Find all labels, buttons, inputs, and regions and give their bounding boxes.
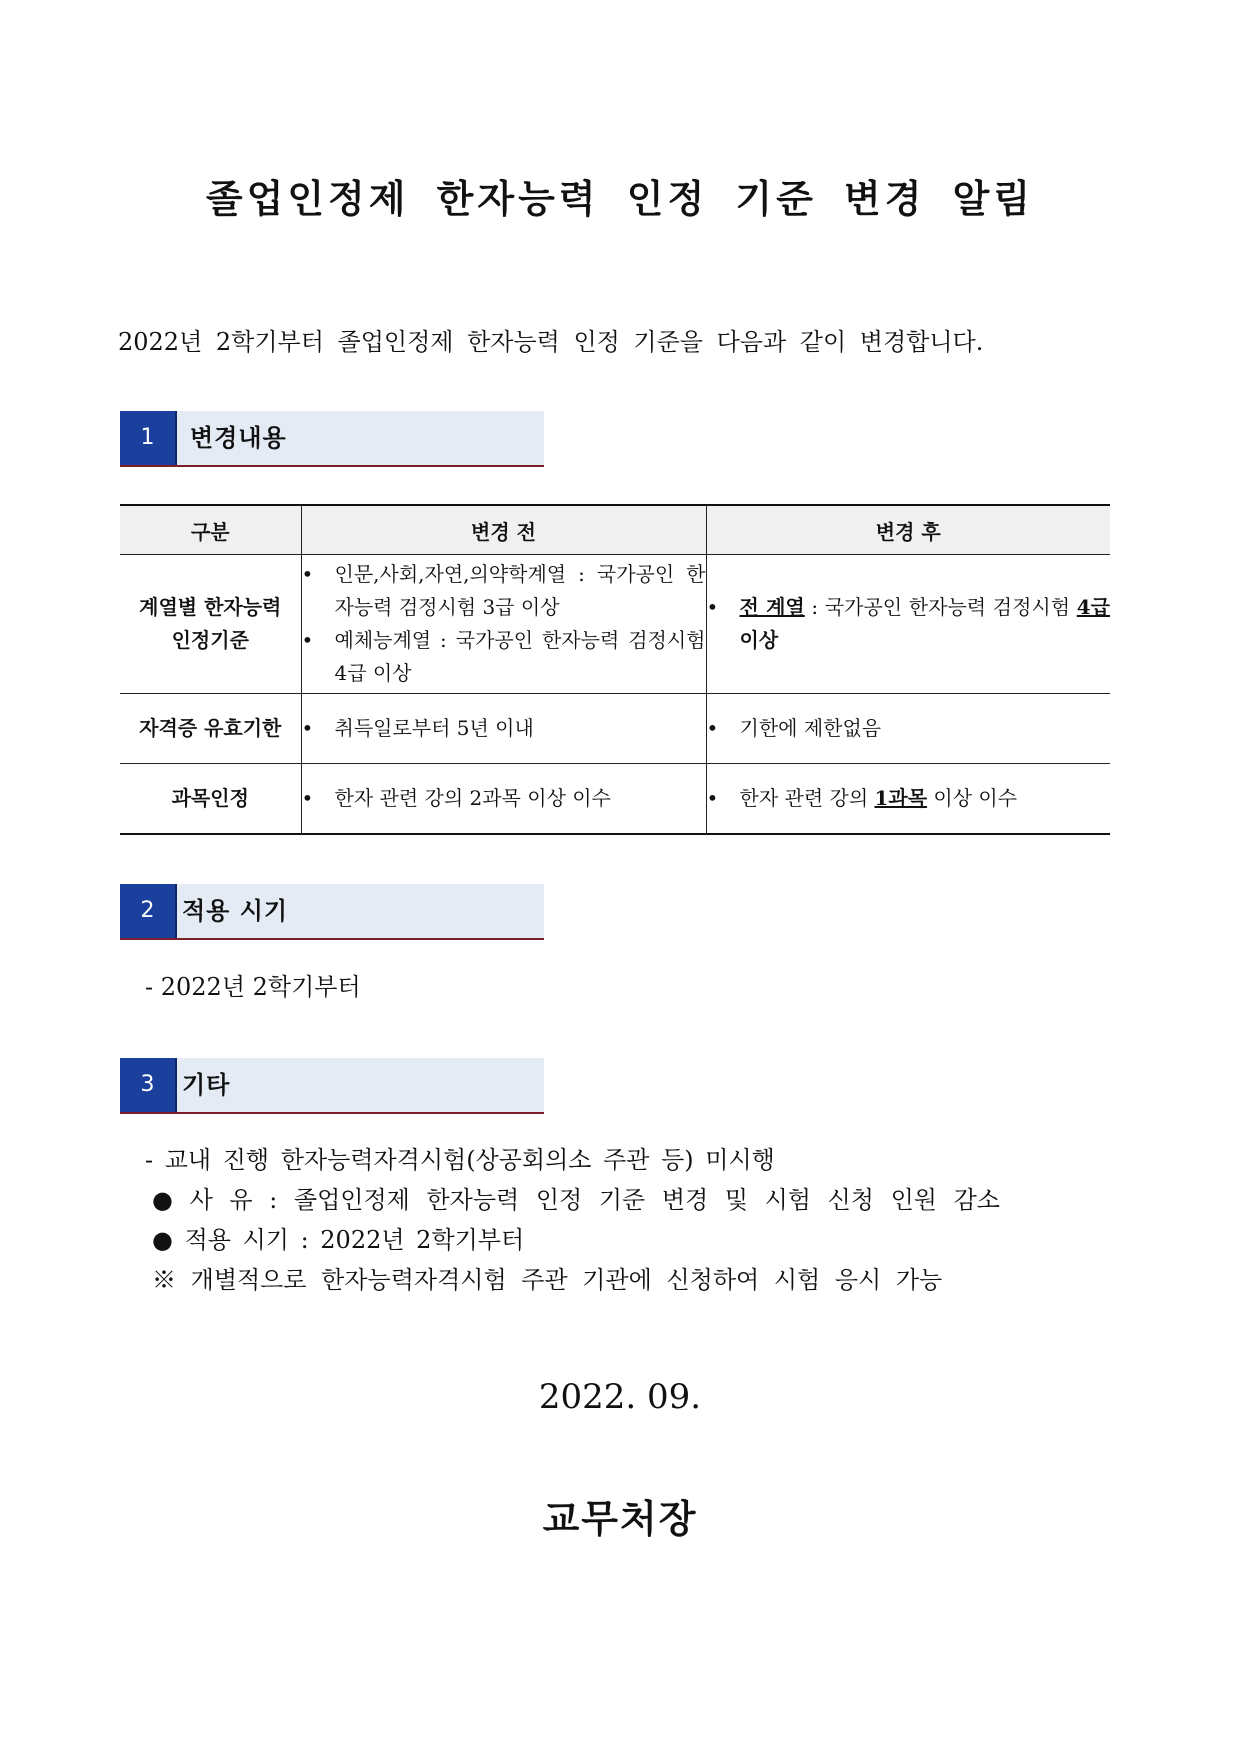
after-highlight: 1과목	[874, 785, 928, 810]
header-category: 구분	[120, 505, 301, 555]
after-item: • 기한에 제한없음	[707, 712, 1111, 745]
section-3-line2: ● 사 유 : 졸업인정제 한자능력 인정 기준 변경 및 시험 신청 인원 감소	[152, 1186, 1000, 1214]
intro-text: 2022년 2학기부터 졸업인정제 한자능력 인정 기준을 다음과 같이 변경합니다.	[118, 328, 984, 356]
row-category-line1: 계열별 한자능력	[139, 595, 282, 619]
section-3-header	[120, 1058, 544, 1114]
criteria-table	[120, 504, 1110, 835]
row-before-cell	[301, 694, 706, 764]
table-header-row	[120, 505, 1110, 555]
row-after-cell	[706, 555, 1110, 694]
section-3-label: 기타	[182, 1070, 231, 1099]
before-item: • 인문,사회,자연,의약학계열 : 국가공인 한자능력 검정시험 3급 이상	[302, 558, 706, 624]
section-3-line3: ● 적용 시기 : 2022년 2학기부터	[152, 1226, 525, 1254]
section-1-label: 변경내용	[190, 423, 287, 452]
row-before-cell	[301, 555, 706, 694]
header-after: 변경 후	[706, 505, 1110, 555]
section-3-number: 3	[120, 1058, 177, 1112]
after-highlight: 전 계열	[739, 595, 805, 619]
row-category: 자격증 유효기한	[120, 694, 301, 764]
section-3-line4: ※ 개별적으로 한자능력자격시험 주관 기관에 신청하여 시험 응시 가능	[152, 1266, 943, 1294]
row-category: 과목인정	[120, 764, 301, 834]
row-after-cell	[706, 694, 1110, 764]
before-item: • 취득일로부터 5년 이내	[302, 712, 706, 745]
before-item: • 한자 관련 강의 2과목 이상 이수	[302, 782, 706, 815]
section-2-number: 2	[120, 884, 177, 938]
after-text: : 국가공인 한자능력 검정시험	[804, 595, 1077, 619]
signature: 교무처장	[542, 1496, 698, 1541]
table-row	[120, 764, 1110, 834]
table-row	[120, 694, 1110, 764]
table-row	[120, 555, 1110, 694]
after-suffix: 이상	[739, 628, 779, 652]
row-after-cell	[706, 764, 1110, 834]
row-category	[120, 555, 301, 694]
after-text: 한자 관련 강의	[739, 785, 875, 810]
after-item	[707, 782, 1111, 815]
after-suffix: 이상 이수	[927, 785, 1018, 810]
document-date: 2022. 09.	[538, 1377, 702, 1417]
section-2-label: 적용 시기	[182, 896, 289, 925]
page-title: 졸업인정제 한자능력 인정 기준 변경 알림	[205, 176, 1035, 221]
row-before-cell	[301, 764, 706, 834]
section-1-number: 1	[120, 411, 177, 465]
section-1-header	[120, 411, 544, 467]
section-2-text: - 2022년 2학기부터	[145, 973, 361, 1001]
section-2-header	[120, 884, 544, 940]
section-3-line1: - 교내 진행 한자능력자격시험(상공회의소 주관 등) 미시행	[145, 1146, 775, 1174]
after-grade: 4급	[1076, 595, 1110, 619]
header-before: 변경 전	[301, 505, 706, 555]
before-item: • 예체능계열 : 국가공인 한자능력 검정시험 4급 이상	[302, 624, 706, 690]
row-category-line2: 인정기준	[171, 628, 249, 652]
after-item	[707, 591, 1111, 657]
